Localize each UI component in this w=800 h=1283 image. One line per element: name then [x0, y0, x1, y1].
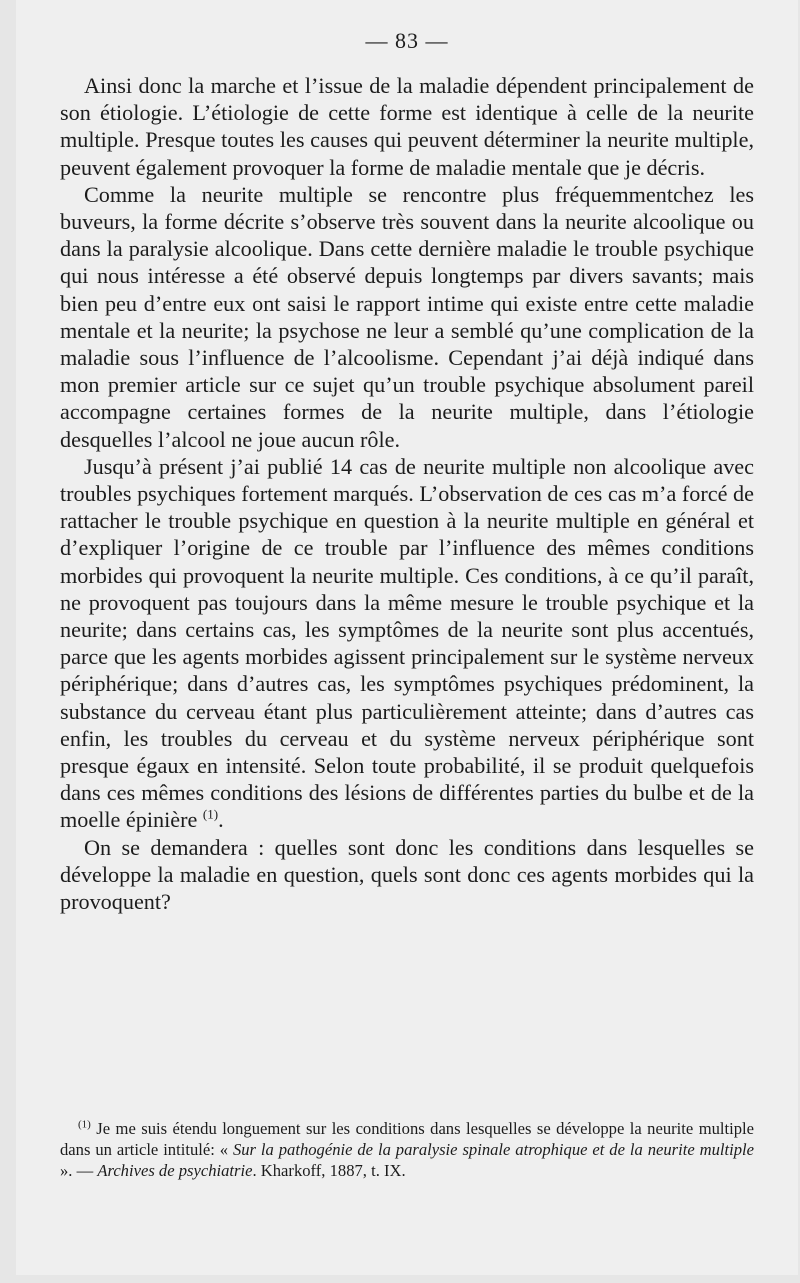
footnote-text-mid: ». —	[60, 1161, 98, 1180]
body-text	[60, 72, 754, 915]
paragraph-3	[60, 453, 754, 834]
book-page	[16, 0, 798, 1275]
footnote-text-start: Je me suis étendu longuement sur les conditions dans lesquelles se développe la neurite multiple dans un article intitulé: «	[60, 1119, 755, 1159]
footnote	[60, 1118, 754, 1181]
footnote-paragraph	[60, 1118, 754, 1181]
paragraph-1: Ainsi donc la marche et l’issue de la maladie dépendent principalement de son étiologie. L’étiologie de cette forme est identique à celle de la neurite multiple. Presque toutes les causes qui peuvent déterminer la neurite multiple, peuvent également provoquer la forme de maladie mentale que je décris.	[60, 73, 754, 180]
paragraph-2: Comme la neurite multiple se rencontre plus fréquemmentchez les buveurs, la forme décrite s’observe très souvent dans la neurite alcoolique ou dans la paralysie alcoolique. Dans cette dernière maladie le trouble psychique qui nous intéresse a été observé depuis longtemps par divers savants; mais bien peu d’entre eux ont saisi le rapport intime qui existe entre cette maladie mentale et la neurite; la psychose ne leur a semblé qu’une complication de la maladie sous l’influence de l’alcoolisme. Cependant j’ai déjà indiqué dans mon premier article sur ce sujet qu’un trouble psychique absolument pareil accompagne certaines formes de la neurite multiple, dans l’étiologie desquelles l’alcool ne joue aucun rôle.	[60, 181, 754, 452]
paragraph-4: On se demandera : quelles sont donc les conditions dans lesquelles se développe la maladie en question, quels sont donc ces agents morbides qui la provoquent?	[60, 834, 754, 915]
paragraph-3-text: Jusqu’à présent j’ai publié 14 cas de neurite multiple non alcoolique avec troubles psychiques fortement marqués. L’observation de ces cas m’a forcé de rattacher le trouble psychique en question à la neurite multiple en général et d’expliquer l’origine de ce trouble par l’influence des mêmes conditions morbides qui provoquent la neurite multiple. Ces conditions, à ce qu’il paraît, ne provoquent pas toujours dans la même mesure le trouble psychique et la neurite; dans certains cas, les symptômes de la neurite sont plus accentués, parce que les agents morbides agissent principalement sur le système nerveux périphérique; dans d’autres cas, les symptômes psychiques prédominent, la substance du cerveau étant plus particulièrement atteinte; dans d’autres cas enfin, les troubles du cerveau et du système nerveux périphérique sont presque égaux en intensité. Selon toute probabilité, il se produit quelquefois dans ces mêmes conditions des lésions de différentes parties du bulbe et de la moelle épinière	[60, 453, 754, 833]
paragraph-3-end: .	[218, 807, 224, 833]
footnote-text-end: . Kharkoff, 1887, t. IX.	[252, 1161, 406, 1180]
page-number: — 83 —	[365, 28, 449, 53]
footnote-marker: (1)	[78, 1118, 91, 1131]
footnote-article-title: Sur la pathogénie de la paralysie spinale atrophique et de la neurite multiple	[232, 1140, 754, 1159]
footnote-journal: Archives de psychiatrie	[97, 1161, 253, 1180]
footnote-reference: (1)	[202, 807, 219, 823]
